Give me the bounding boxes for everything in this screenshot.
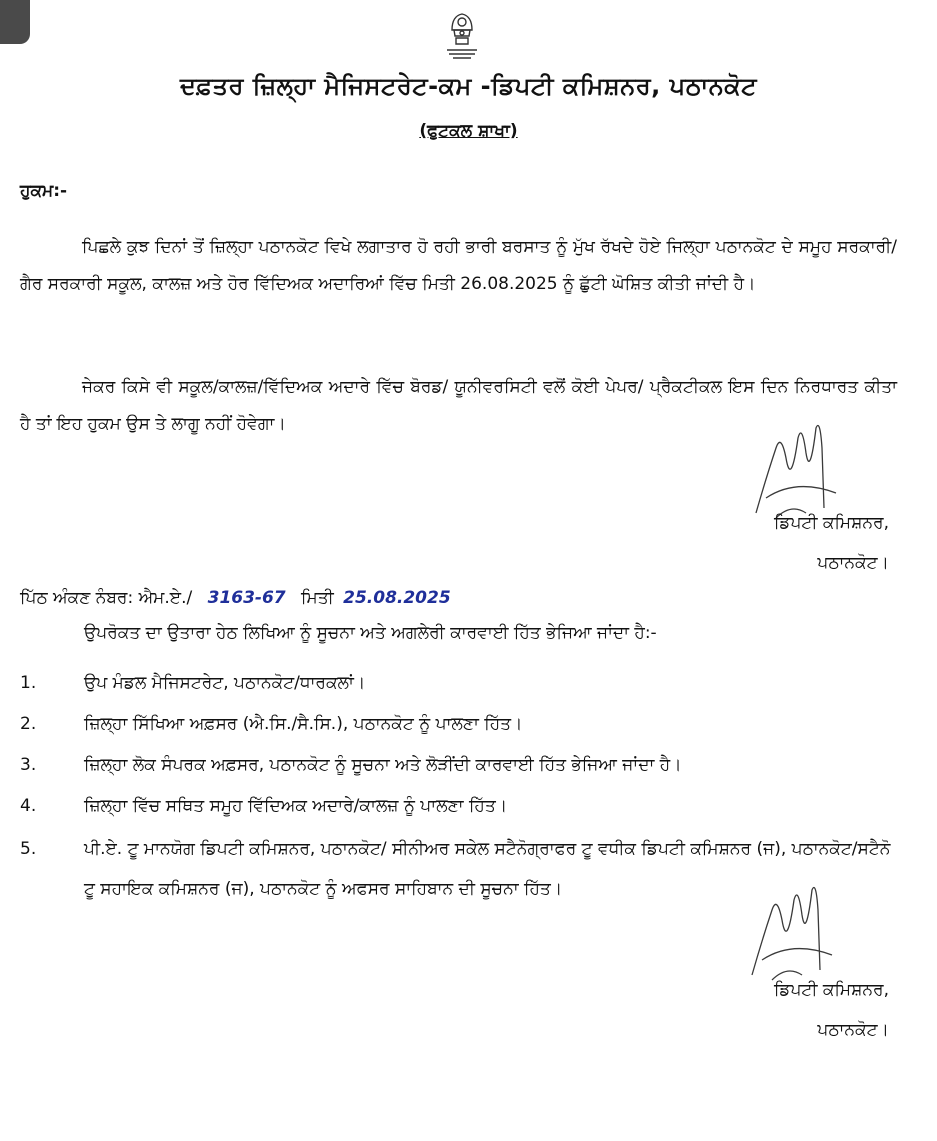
distribution-list (20, 665, 897, 913)
order-paragraph-2: ਜੇਕਰ ਕਿਸੇ ਵੀ ਸਕੂਲ/ਕਾਲਜ਼/ਵਿੱਦਿਅਕ ਅਦਾਰੇ ਵਿੱਚ ਬੋਰਡ/ ਯੂਨੀਵਰਸਿਟੀ ਵਲੋਂ ਕੋਈ ਪੇਪਰ/ ਪ੍ਰੈਕਟੀਕਲ ਇਸ ਦਿਨ ਨਿਰਧਾਰਤ ਕੀਤਾ ਹੈ ਤਾਂ ਇਹ ਹੁਕਮ ਉਸ ਤੇ ਲਾਗੂ ਨਹੀਂ ਹੋਵੇਗਾ। (20, 377, 897, 434)
list-item-text: ਜ਼ਿਲ੍ਹਾ ਵਿੱਚ ਸਥਿਤ ਸਮੂਹ ਵਿੱਦਿਅਕ ਅਦਾਰੇ/ਕਾਲਜ਼ ਨੂੰ ਪਾਲਣਾ ਹਿੱਤ। (84, 796, 508, 816)
list-item-text: ਜ਼ਿਲ੍ਹਾ ਸਿੱਖਿਆ ਅਫ਼ਸਰ (ਐ.ਸਿ./ਸੈ.ਸਿ.), ਪਠਾਨਕੋਟ ਨੂੰ ਪਾਲਣਾ ਹਿੱਤ। (84, 714, 523, 734)
list-item (20, 665, 897, 702)
order-paragraph-1: ਪਿਛਲੇ ਕੁਝ ਦਿਨਾਂ ਤੋਂ ਜ਼ਿਲ੍ਹਾ ਪਠਾਨਕੋਟ ਵਿਖੇ ਲਗਾਤਾਰ ਹੋ ਰਹੀ ਭਾਰੀ ਬਰਸਾਤ ਨੂੰ ਮੁੱਖ ਰੱਖਦੇ ਹੋਏ ਜਿਲ੍ਹਾ ਪਠਾਨਕੋਟ ਦੇ ਸਮੂਹ ਸਰਕਾਰੀ/ਗੈਰ ਸਰਕਾਰੀ ਸਕੂਲ, ਕਾਲਜ਼ ਅਤੇ ਹੋਰ ਵਿੱਦਿਅਕ ਅਦਾਰਿਆਂ ਵਿੱਚ ਮਿਤੀ 26.08.2025 ਨੂੰ ਛੁੱਟੀ ਘੋਸ਼ਿਤ ਕੀਤੀ ਜਾਂਦੀ ਹੈ। (20, 237, 897, 294)
signatory-designation: ਡਿਪਟੀ ਕਮਿਸ਼ਨਰ, (773, 513, 889, 533)
office-title: ਦਫ਼ਤਰ ਜ਼ਿਲ੍ਹਾ ਮੈਜਿਸਟਰੇਟ-ਕਮ -ਡਿਪਟੀ ਕਮਿਸ਼ਨਰ, ਪਠਾਨਕੋਟ (180, 72, 757, 100)
list-item-text: ਉਪ ਮੰਡਲ ਮੈਜਿਸਟਰੇਟ, ਪਠਾਨਕੋਟ/ਧਾਰਕਲਾਂ। (84, 673, 366, 693)
signatory-designation: ਡਿਪਟੀ ਕਮਿਸ਼ਨਰ, (773, 980, 889, 1000)
list-item (20, 788, 897, 825)
list-item (20, 706, 897, 743)
signatory-place: ਪਠਾਨਕੋਟ। (817, 553, 889, 573)
signatory-place: ਪਠਾਨਕੋਟ। (817, 1020, 889, 1040)
national-emblem-icon (439, 8, 485, 66)
list-item-number: 3. (20, 755, 37, 775)
endorsement-number: 3163-67 (207, 588, 286, 608)
list-item (20, 747, 897, 784)
signatory-block-1 (774, 503, 889, 583)
branch-name: (ਫੁਟਕਲ ਸ਼ਾਖਾ) (419, 121, 518, 141)
list-item-text: ਜ਼ਿਲ੍ਹਾ ਲੋਕ ਸੰਪਰਕ ਅਫ਼ਸਰ, ਪਠਾਨਕੋਟ ਨੂੰ ਸੂਚਨਾ ਅਤੇ ਲੋੜੀਂਦੀ ਕਾਰਵਾਈ ਹਿੱਤ ਭੇਜਿਆ ਜਾਂਦਾ ਹੈ। (84, 755, 682, 775)
endorsement-label: ਪਿੱਠ ਅੰਕਣ ਨੰਬਰ: ਐਮ.ਏ./ (20, 588, 193, 608)
list-item-text: ਪੀ.ਏ. ਟੂ ਮਾਨਯੋਗ ਡਿਪਟੀ ਕਮਿਸ਼ਨਰ, ਪਠਾਨਕੋਟ/ ਸੀਨੀਅਰ ਸਕੇਲ ਸਟੈਨੋਗ੍ਰਾਫਰ ਟੂ ਵਧੀਕ ਡਿਪਟੀ ਕਮਿਸ਼ਨਰ (ਜ), ਪਠਾਨਕੋਟ/ਸਟੈਨੋ ਟੂ ਸਹਾਇਕ ਕਮਿਸ਼ਨਰ (ਜ), ਪਠਾਨਕੋਟ ਨੂੰ ਅਫਸਰ ਸਾਹਿਬਾਨ ਦੀ ਸੂਚਨਾ ਹਿੱਤ। (84, 839, 891, 899)
endorsement-date: 25.08.2025 (343, 588, 451, 608)
signatory-block-2 (774, 970, 889, 1050)
endorsement-line (20, 588, 461, 608)
order-heading: ਹੁਕਮ:- (20, 181, 68, 201)
forward-text: ਉਪਰੋਕਤ ਦਾ ਉਤਾਰਾ ਹੇਠ ਲਿਖਿਆ ਨੂੰ ਸੂਚਨਾ ਅਤੇ ਅਗਲੇਰੀ ਕਾਰਵਾਈ ਹਿੱਤ ਭੇਜਿਆ ਜਾਂਦਾ ਹੈ:- (84, 623, 657, 643)
list-item-number: 4. (20, 796, 37, 816)
list-item-number: 1. (20, 673, 37, 693)
corner-marker (0, 0, 30, 44)
list-item-number: 5. (20, 839, 37, 859)
endorsement-date-label: ਮਿਤੀ (301, 588, 334, 608)
list-item-number: 2. (20, 714, 37, 734)
